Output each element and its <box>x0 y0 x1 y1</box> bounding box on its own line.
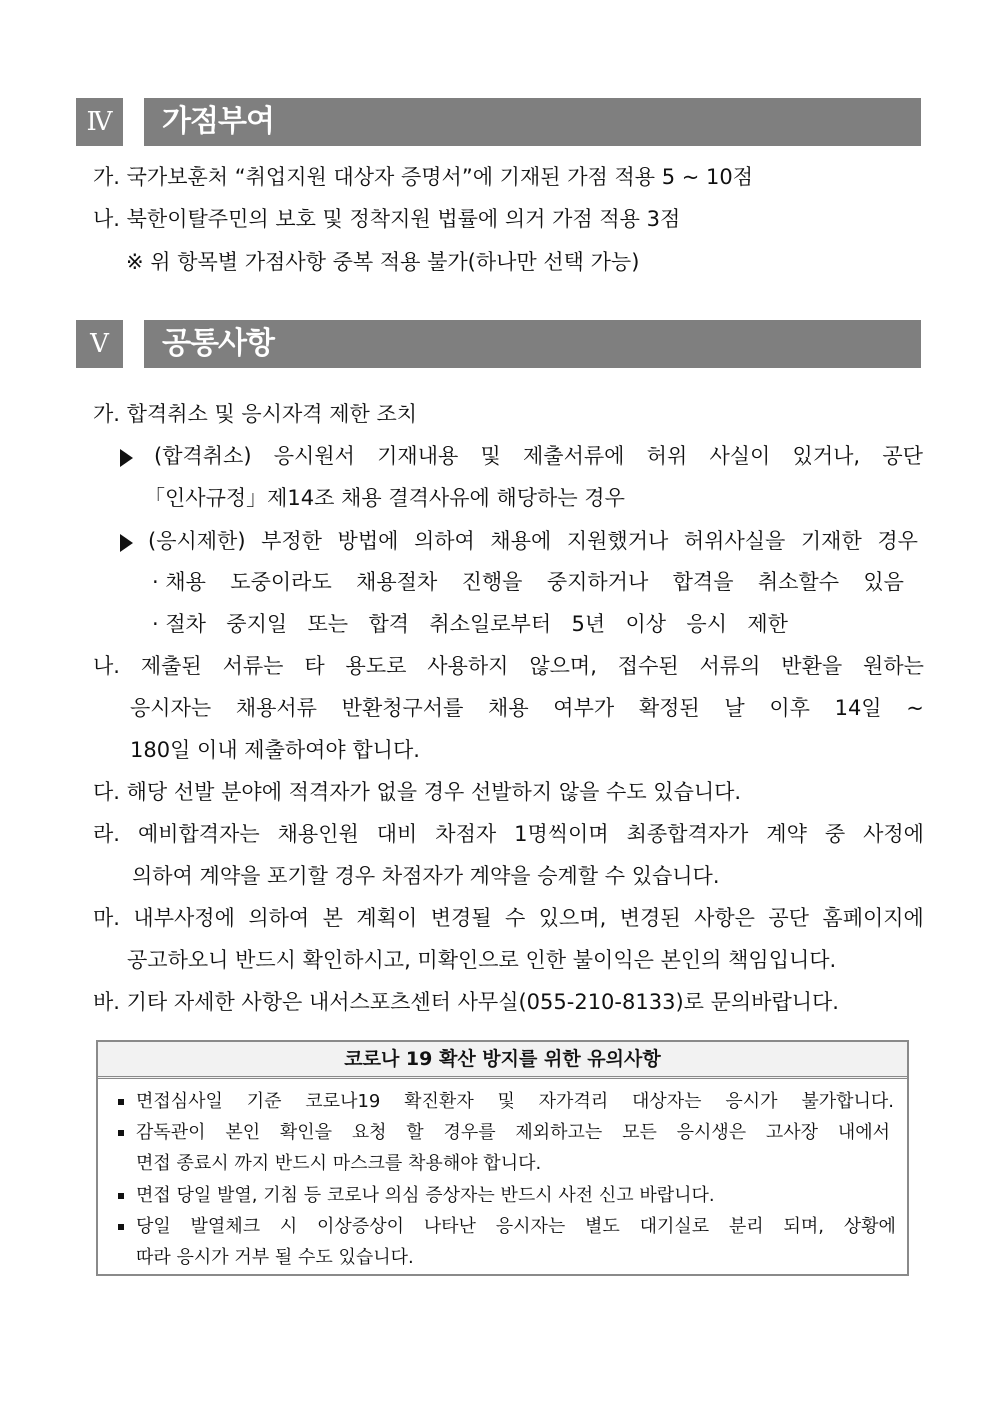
word: 용도로 <box>345 654 407 678</box>
word: 사실이 <box>709 444 771 468</box>
word: 이상증상이 <box>317 1216 404 1237</box>
word: 반환청구서를 <box>341 696 464 720</box>
item-da: 다. 해당 선발 분야에 적격자가 없을 경우 선발하지 않을 수도 있습니다. <box>93 780 742 804</box>
notice-item-3: 면접 당일 발열, 기침 등 코로나 의심 증상자는 반드시 사전 신고 바랍니다. <box>136 1185 715 1206</box>
word: 발열체크 <box>190 1216 261 1237</box>
word: 대기실로 <box>639 1216 710 1237</box>
section-4-number: Ⅳ <box>76 98 123 146</box>
word: 고사장 <box>765 1122 819 1143</box>
word: 변경된 <box>619 906 681 930</box>
notice-item-1 <box>136 1088 894 1116</box>
word: 변경될 <box>430 906 492 930</box>
word: 모든 <box>622 1122 657 1143</box>
word: 지원했거나 <box>566 529 669 553</box>
word: 내에서 <box>837 1122 890 1143</box>
word: 채용 <box>488 696 529 720</box>
item-na-line-1 <box>93 651 924 681</box>
word: 중지일 <box>226 612 288 636</box>
word: 경우 <box>877 529 918 553</box>
square-bullet-icon <box>118 1099 124 1105</box>
item-ba: 바. 기타 자세한 사항은 내서스포츠센터 사무실(055-210-8133)로 문의바랍니다. <box>93 990 839 1014</box>
word: 별도 <box>585 1216 620 1237</box>
word: 중지하거나 <box>546 570 649 594</box>
word: 응시가 <box>725 1091 778 1112</box>
word: 사항은 <box>694 906 755 930</box>
word: 계획이 <box>356 906 418 930</box>
word: 여부가 <box>553 696 615 720</box>
word: 응시자는 <box>495 1216 566 1237</box>
word: 경우를 <box>443 1122 496 1143</box>
word: 채용에 <box>490 529 552 553</box>
word: 기재내용 <box>377 444 459 468</box>
word: 서류의 <box>699 654 761 678</box>
word: 채용절차 <box>356 570 438 594</box>
section-5-title: 공통사항 <box>144 320 921 368</box>
word: 채용인원 <box>277 822 359 846</box>
word: 예비합격자는 <box>137 822 260 846</box>
word: 수 <box>505 906 526 930</box>
word: 채용서류 <box>235 696 317 720</box>
word: 타 <box>304 654 325 678</box>
word: 5년 <box>571 612 606 636</box>
section-4-item-ga: 가. 국가보훈처 “취업지원 대상자 증명서”에 기재된 가점 적용 5 ~ 10점 <box>93 165 754 189</box>
word: 요청 <box>351 1122 387 1143</box>
word: 당일 <box>136 1216 171 1237</box>
notice-item-4-line-2: 따라 응시가 거부 될 수도 있습니다. <box>136 1247 414 1268</box>
word: 대비 <box>376 822 418 846</box>
word: 허위 <box>646 444 688 468</box>
word: 본 <box>322 906 343 930</box>
word: 라. <box>93 822 120 846</box>
word: 시 <box>279 1216 298 1237</box>
word: 면접심사일 <box>136 1091 223 1112</box>
section-5-header <box>76 320 921 368</box>
word: 홈페이지에 <box>822 906 924 930</box>
section-5-number: Ⅴ <box>76 320 123 368</box>
word: 제출서류에 <box>523 444 625 468</box>
word: 않으며, <box>529 654 597 678</box>
word: 나타난 <box>423 1216 476 1237</box>
ga-dash-2 <box>152 609 788 639</box>
section-4-note: ※ 위 항목별 가점사항 중복 적용 불가(하나만 선택 가능) <box>126 250 640 274</box>
word: · 절차 <box>152 612 206 636</box>
item-ma-line-2: 공고하오니 반드시 확인하시고, 미확인으로 인한 불이익은 본인의 책임입니다. <box>127 948 837 972</box>
word: 본인 <box>225 1122 261 1143</box>
word: 합격을 <box>672 570 734 594</box>
word: 및 <box>497 1091 515 1112</box>
word: 확정된 <box>638 696 700 720</box>
word: 공단 <box>768 906 809 930</box>
item-ma-line-1 <box>93 903 924 933</box>
word: 제한 <box>747 612 788 636</box>
ga-bullet-1-line-2: 「인사규정」제14조 채용 결격사유에 해당하는 경우 <box>144 486 625 510</box>
word: 취소일로부터 <box>429 612 552 636</box>
word: 사정에 <box>863 822 924 846</box>
word: 차점자 <box>435 822 497 846</box>
word: 허위사실을 <box>683 529 786 553</box>
triangle-bullet-icon <box>120 534 133 552</box>
word: 제출된 <box>140 654 202 678</box>
square-bullet-icon <box>118 1224 124 1230</box>
word: 제외하고는 <box>515 1122 603 1143</box>
notice-item-4-line-1 <box>136 1213 896 1241</box>
word: 원하는 <box>863 654 924 678</box>
word: 분리 <box>728 1216 764 1237</box>
word: 1명씩이며 <box>514 822 609 846</box>
word: 또는 <box>307 612 349 636</box>
word: 의하여 <box>413 529 475 553</box>
section-4-title: 가점부여 <box>144 98 921 146</box>
word: 공단 <box>882 444 923 468</box>
word: 방법에 <box>337 529 399 553</box>
word: 나. <box>93 654 120 678</box>
word: 접수된 <box>617 654 679 678</box>
word: 기준 <box>246 1091 282 1112</box>
item-ra-line-1 <box>93 819 924 849</box>
item-ra-line-2: 의하여 계약을 포기할 경우 차점자가 계약을 승계할 수 있습니다. <box>132 864 720 888</box>
word: 반환을 <box>781 654 843 678</box>
word: 응시자는 <box>130 696 212 720</box>
word: 날 <box>724 696 745 720</box>
triangle-bullet-icon <box>120 449 133 467</box>
word: 있음 <box>863 570 904 594</box>
word: 감독관이 <box>136 1122 206 1143</box>
word: 진행을 <box>461 570 523 594</box>
word: 이상 <box>625 612 667 636</box>
word: · 채용 <box>152 570 206 594</box>
word: 확인을 <box>279 1122 333 1143</box>
word: 기재한 <box>800 529 862 553</box>
notice-item-2-line-1 <box>136 1119 890 1147</box>
word: 부정한 <box>261 529 322 553</box>
word: (합격취소) <box>154 444 252 468</box>
ga-bullet-2 <box>148 526 918 556</box>
word: (응시제한) <box>148 529 246 553</box>
word: ~ <box>906 696 924 720</box>
word: 자가격리 <box>538 1091 609 1112</box>
item-ga-heading: 가. 합격취소 및 응시자격 제한 조치 <box>93 402 418 426</box>
word: 이후 <box>769 696 810 720</box>
notice-item-2-line-2: 면접 종료시 까지 반드시 마스크를 착용해야 합니다. <box>136 1153 542 1174</box>
item-na-line-2 <box>130 693 924 723</box>
word: 응시원서 <box>273 444 355 468</box>
item-na-line-3: 180일 이내 제출하여야 합니다. <box>130 738 420 762</box>
covid-notice-title: 코로나 19 확산 방지를 위한 유의사항 <box>98 1042 907 1079</box>
word: 코로나19 <box>305 1091 381 1112</box>
word: 최종합격자가 <box>626 822 749 846</box>
word: 있으며, <box>538 906 607 930</box>
word: 취소할수 <box>757 570 839 594</box>
word: 도중이라도 <box>230 570 332 594</box>
ga-dash-1 <box>152 567 904 597</box>
word: 대상자는 <box>632 1091 702 1112</box>
word: 응시생은 <box>676 1122 747 1143</box>
covid-notice-box <box>96 1040 909 1276</box>
word: 계약 <box>766 822 807 846</box>
square-bullet-icon <box>118 1130 124 1136</box>
ga-bullet-1-line-1 <box>154 441 923 471</box>
word: 응시 <box>686 612 727 636</box>
square-bullet-icon <box>118 1193 124 1199</box>
word: 있거나, <box>792 444 861 468</box>
word: 불가합니다. <box>801 1091 894 1112</box>
section-4-item-na: 나. 북한이탈주민의 보호 및 정착지원 법률에 의거 가점 적용 3점 <box>93 207 681 231</box>
word: 할 <box>406 1122 424 1143</box>
word: 확진환자 <box>404 1091 474 1112</box>
word: 중 <box>824 822 846 846</box>
word: 되며, <box>783 1216 824 1237</box>
word: 상황에 <box>843 1216 896 1237</box>
word: 마. <box>93 906 120 930</box>
word: 및 <box>480 444 501 468</box>
word: 합격 <box>368 612 410 636</box>
section-4-header <box>76 98 921 146</box>
word: 사용하지 <box>427 654 509 678</box>
word: 서류는 <box>222 654 284 678</box>
word: 14일 <box>834 696 882 720</box>
word: 의하여 <box>248 906 310 930</box>
word: 내부사정에 <box>133 906 235 930</box>
